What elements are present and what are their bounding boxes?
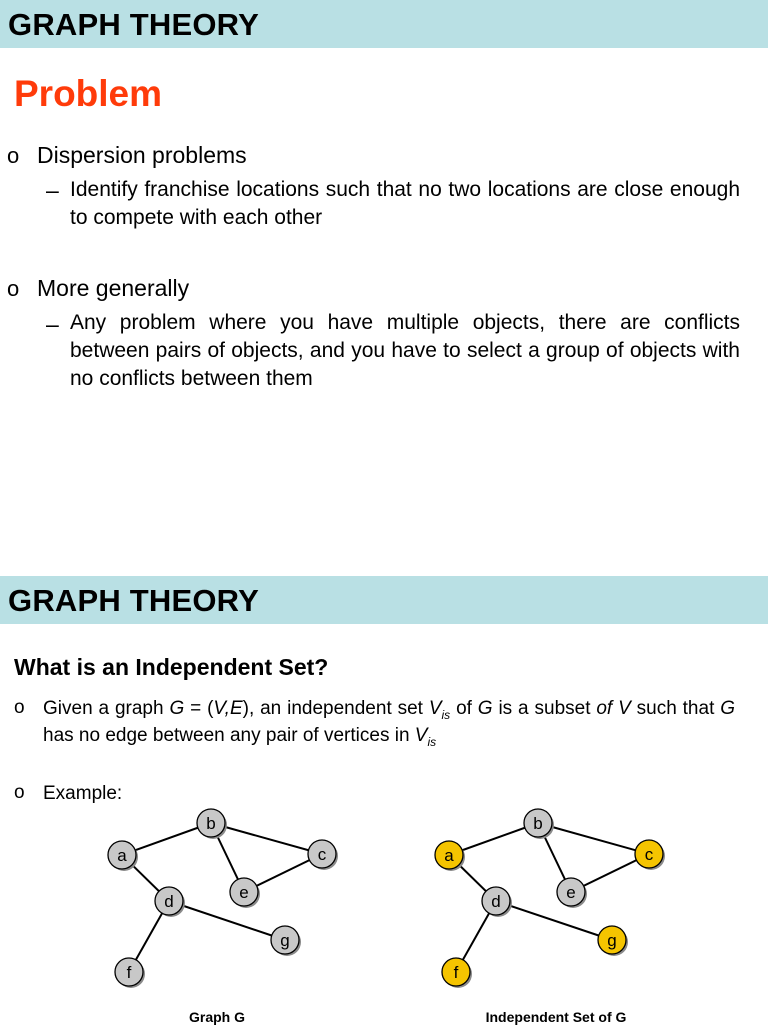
vertex-label: b bbox=[206, 814, 216, 833]
sub-bullet-dash: – bbox=[46, 311, 59, 337]
graph-caption: Independent Set of G bbox=[485, 1009, 627, 1025]
graph-vertex-d bbox=[482, 887, 512, 917]
slide-independent-set bbox=[0, 576, 768, 1024]
graph-vertex-b bbox=[197, 809, 227, 839]
bullet-text: More generally bbox=[37, 275, 190, 301]
graph-vertex-d bbox=[155, 887, 185, 917]
bullet-marker: o bbox=[14, 782, 25, 803]
vertex-label: d bbox=[491, 892, 501, 911]
banner-title: GRAPH THEORY bbox=[8, 583, 259, 618]
graph-vertex-e bbox=[557, 878, 587, 908]
sub-bullet-text: Identify franchise locations such that no two locations are close enough to compete with each other bbox=[70, 178, 740, 229]
graph-edge-b-c bbox=[211, 823, 322, 854]
graph-edge-b-c bbox=[538, 823, 649, 854]
vertex-label: e bbox=[239, 883, 249, 902]
example-label: Example: bbox=[43, 783, 123, 804]
banner-title: GRAPH THEORY bbox=[8, 7, 259, 42]
vertex-label: g bbox=[280, 931, 290, 950]
definition-text: Given a graph G = (V,E), an independent set $V_{is}$ of G is a subset of V such that G has no edge between any pair of vertices in $V_{is}$ bbox=[43, 698, 736, 749]
graph-vertex-f bbox=[115, 958, 145, 988]
graph-vertex-a bbox=[435, 841, 465, 871]
slide-heading: Problem bbox=[14, 73, 163, 114]
bullet-marker: o bbox=[7, 276, 20, 301]
graph-edge-d-g bbox=[496, 901, 612, 940]
graph-vertex-g bbox=[271, 926, 301, 956]
graph-independent-set bbox=[435, 809, 665, 988]
graph-vertex-c bbox=[635, 840, 665, 870]
graph-edge-d-g bbox=[169, 901, 285, 940]
graph-caption: Graph G bbox=[188, 1009, 245, 1025]
graph-vertex-g bbox=[598, 926, 628, 956]
sub-bullet-dash: – bbox=[46, 177, 59, 203]
bullet-text: Dispersion problems bbox=[37, 142, 247, 168]
graph-vertex-b bbox=[524, 809, 554, 839]
graph-vertex-c bbox=[308, 840, 338, 870]
vertex-label: f bbox=[126, 963, 132, 982]
vertex-label: a bbox=[444, 846, 454, 865]
slide-question: What is an Independent Set? bbox=[14, 654, 329, 680]
vertex-label: e bbox=[566, 883, 576, 902]
graph-vertex-e bbox=[230, 878, 260, 908]
vertex-label: b bbox=[533, 814, 543, 833]
sub-bullet-text: Any problem where you have multiple objects, there are conflicts between pairs of objects, and you have to select a group of objects with no conflicts between them bbox=[70, 311, 740, 390]
vertex-label: c bbox=[644, 845, 654, 864]
vertex-label: c bbox=[317, 845, 327, 864]
vertex-label: d bbox=[164, 892, 174, 911]
slide-banner bbox=[0, 0, 768, 48]
graph-figures bbox=[0, 576, 768, 1024]
vertex-label: a bbox=[117, 846, 127, 865]
vertex-label: f bbox=[453, 963, 459, 982]
graph-vertex-a bbox=[108, 841, 138, 871]
graph-g bbox=[108, 809, 338, 988]
graph-vertex-f bbox=[442, 958, 472, 988]
vertex-label: g bbox=[607, 931, 617, 950]
bullet-marker: o bbox=[7, 143, 20, 168]
bullet-marker: o bbox=[14, 697, 25, 718]
